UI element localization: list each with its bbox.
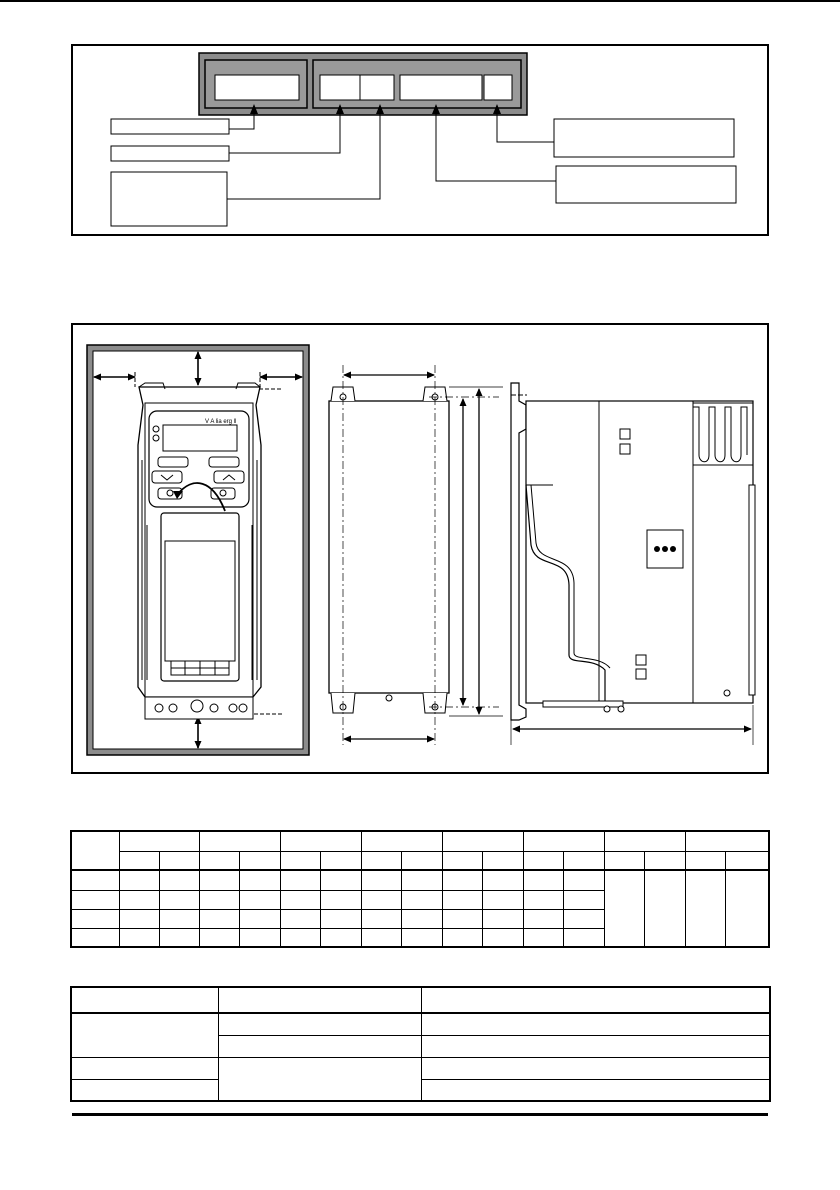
header-group <box>604 831 685 851</box>
keypad-button-enter <box>209 457 239 467</box>
table-cell <box>218 1035 421 1057</box>
keypad-button-up <box>214 471 244 483</box>
keypad-brand-label: V A lia erg ll <box>205 419 237 425</box>
table-row <box>71 1057 770 1079</box>
table-cell <box>119 909 159 928</box>
header-group <box>442 831 523 851</box>
table-corner-cell <box>71 831 119 870</box>
keypad-button-back <box>158 457 188 467</box>
table-cell <box>280 890 320 909</box>
table-cell <box>159 928 199 947</box>
row-label <box>71 909 119 928</box>
table-cell <box>361 890 401 909</box>
table-cell <box>523 909 563 928</box>
back-view <box>329 365 503 745</box>
keypad-button-down <box>152 471 182 483</box>
table-cell <box>401 890 442 909</box>
back-view-body <box>329 401 449 693</box>
sub-header <box>563 851 604 870</box>
table-cell <box>71 1013 218 1057</box>
vent-slots <box>171 661 229 675</box>
sub-header <box>280 851 320 870</box>
merged-cell <box>644 870 685 947</box>
table-cell <box>482 928 523 947</box>
header-group <box>280 831 361 851</box>
table-cell <box>563 890 604 909</box>
table-cell <box>482 909 523 928</box>
table-cell <box>280 870 320 890</box>
table-cell <box>199 928 239 947</box>
table-cell <box>421 1057 770 1079</box>
merged-cell <box>725 870 769 947</box>
table-cell <box>119 890 159 909</box>
table-cell <box>523 890 563 909</box>
dimension-drawing-panel <box>71 323 769 774</box>
table-cell <box>320 909 361 928</box>
table-cell <box>280 909 320 928</box>
label-box-4 <box>554 119 734 157</box>
table-cell <box>401 928 442 947</box>
row-label <box>71 870 119 890</box>
sub-header <box>442 851 482 870</box>
dimension-drawing-svg <box>73 325 767 772</box>
table-cell <box>239 928 280 947</box>
table-cell <box>119 928 159 947</box>
table-cell <box>421 1079 770 1101</box>
table-cell <box>320 870 361 890</box>
table-cell <box>523 928 563 947</box>
table-cell <box>320 890 361 909</box>
display-window <box>163 425 237 451</box>
sub-header <box>119 851 159 870</box>
column-header <box>71 987 218 1013</box>
sub-header <box>523 851 563 870</box>
page-bottom-rule <box>72 1113 768 1116</box>
table-cell <box>199 870 239 890</box>
sub-header <box>644 851 685 870</box>
label-box-3 <box>111 172 227 226</box>
sub-header <box>199 851 239 870</box>
front-view <box>87 345 309 755</box>
table-cell <box>442 890 482 909</box>
table-cell <box>442 928 482 947</box>
table-cell <box>71 1079 218 1101</box>
header-group <box>199 831 280 851</box>
column-header <box>218 987 421 1013</box>
table-cell <box>71 1057 218 1079</box>
sub-header <box>482 851 523 870</box>
sub-header <box>320 851 361 870</box>
table-cell <box>239 870 280 890</box>
model-code-panel <box>71 44 769 236</box>
arrow-icon <box>227 109 380 199</box>
model-code-svg <box>73 46 767 234</box>
sub-header <box>725 851 769 870</box>
row-label <box>71 928 119 947</box>
table-cell <box>361 870 401 890</box>
table-cell <box>401 870 442 890</box>
table-cell <box>159 909 199 928</box>
table-cell <box>159 890 199 909</box>
side-view <box>511 383 755 745</box>
sub-header <box>239 851 280 870</box>
sub-header <box>401 851 442 870</box>
table-cell <box>361 928 401 947</box>
code-field-3 <box>360 75 394 100</box>
table-cell <box>239 890 280 909</box>
description-table <box>70 986 771 1102</box>
table-cell <box>421 1035 770 1057</box>
table-cell <box>482 890 523 909</box>
table-cell <box>218 1057 421 1101</box>
sub-header <box>604 851 644 870</box>
side-view-flange <box>511 383 526 720</box>
table-cell <box>159 870 199 890</box>
table-row <box>71 1079 770 1101</box>
header-group <box>523 831 604 851</box>
label-box-1 <box>111 119 229 134</box>
row-label <box>71 890 119 909</box>
table-cell <box>239 909 280 928</box>
sub-header <box>685 851 725 870</box>
table-cell <box>199 890 239 909</box>
table-cell <box>119 870 159 890</box>
table-cell <box>563 870 604 890</box>
dimension-table <box>70 830 770 948</box>
code-field-1 <box>215 75 299 100</box>
merged-cell <box>604 870 644 947</box>
terminal-cover <box>161 513 239 681</box>
table-cell <box>523 870 563 890</box>
page-top-rule <box>0 0 840 2</box>
table-cell <box>482 870 523 890</box>
header-group <box>361 831 442 851</box>
code-field-5 <box>484 75 512 100</box>
table-cell <box>563 909 604 928</box>
table-cell <box>280 928 320 947</box>
table-cell <box>320 928 361 947</box>
table-cell <box>199 909 239 928</box>
merged-cell <box>685 870 725 947</box>
table-row <box>71 1013 770 1035</box>
table-cell <box>421 1013 770 1035</box>
label-box-2 <box>111 146 229 161</box>
header-group <box>685 831 769 851</box>
arrow-icon <box>436 109 556 181</box>
table-cell <box>218 1013 421 1035</box>
header-group <box>119 831 199 851</box>
table-cell <box>442 909 482 928</box>
code-field-2 <box>320 75 360 100</box>
table-cell <box>442 870 482 890</box>
column-header <box>421 987 770 1013</box>
code-field-4 <box>400 75 482 100</box>
table-cell <box>401 909 442 928</box>
table-cell <box>361 909 401 928</box>
sub-header <box>159 851 199 870</box>
table-cell <box>563 928 604 947</box>
table-row <box>71 870 769 890</box>
sub-header <box>361 851 401 870</box>
label-box-5 <box>556 166 736 203</box>
